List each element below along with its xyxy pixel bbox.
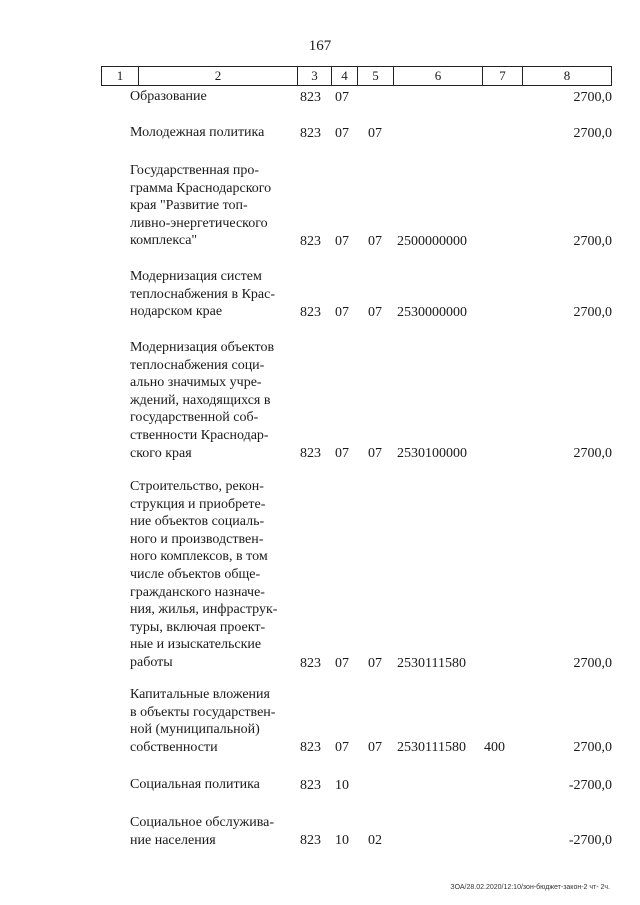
row-c6: 2530000000	[397, 305, 467, 320]
row-c6: 2530100000	[397, 446, 467, 461]
header-col-7: 7	[482, 67, 522, 85]
row-c3: 823	[300, 740, 321, 755]
row-c8: 2700,0	[573, 446, 612, 461]
row-name: Образование	[130, 89, 207, 104]
row-c5: 07	[368, 656, 382, 671]
row-c3: 823	[300, 90, 321, 105]
row-c5: 07	[368, 234, 382, 249]
row-c4: 07	[335, 90, 349, 105]
table-row	[0, 88, 640, 106]
table-row	[0, 124, 640, 142]
row-name: Модернизация объектов теплоснабжения соци- ально значимых учре- ждений, находящихся в государственной соб- ственности Краснодар- ского края	[130, 340, 275, 461]
row-name: Социальная политика	[130, 777, 260, 792]
row-c8: 2700,0	[573, 305, 612, 320]
row-c8: 2700,0	[573, 126, 612, 141]
row-c7: 400	[484, 740, 505, 755]
row-c3: 823	[300, 778, 321, 793]
row-c5: 07	[368, 126, 382, 141]
header-col-4: 4	[331, 67, 357, 85]
table-row	[0, 162, 640, 250]
table-row	[0, 339, 640, 462]
row-c3: 823	[300, 305, 321, 320]
row-c6: 2500000000	[397, 234, 467, 249]
row-c3: 823	[300, 833, 321, 848]
header-col-3: 3	[297, 67, 331, 85]
row-c4: 07	[335, 740, 349, 755]
row-name: Строительство, рекон- струкция и приобрете- ние объектов социаль- ного и производствен- ного комплексов, в том числе объектов обще- гражданского назначе- ния, жилья, инфраструк- туры, включая проект- ные и изыскательские работы	[130, 479, 278, 670]
table-row	[0, 268, 640, 321]
row-c8: -2700,0	[568, 778, 612, 793]
row-c3: 823	[300, 446, 321, 461]
row-c5: 07	[368, 305, 382, 320]
page-number: 167	[308, 38, 332, 54]
row-c4: 10	[335, 778, 349, 793]
row-name: Модернизация систем теплоснабжения в Крас- нодарском крае	[130, 269, 276, 320]
row-c4: 07	[335, 234, 349, 249]
row-c8: 2700,0	[573, 90, 612, 105]
row-name: Социальное обслужива- ние населения	[130, 815, 275, 848]
row-c6: 2530111580	[397, 656, 466, 671]
row-c3: 823	[300, 656, 321, 671]
row-c3: 823	[300, 126, 321, 141]
footer-note: ЗОА/28.02.2020/12:10/зон-бюджет-закон-2 чт- 2ч.	[450, 884, 610, 891]
row-c4: 07	[335, 305, 349, 320]
row-c3: 823	[300, 234, 321, 249]
header-col-5: 5	[357, 67, 393, 85]
row-c6: 2530111580	[397, 740, 466, 755]
table-row	[0, 478, 640, 672]
row-c5: 02	[368, 833, 382, 848]
header-col-2: 2	[138, 67, 297, 85]
header-col-1: 1	[116, 68, 124, 83]
row-name: Капитальные вложения в объекты государствен- ной (муниципальной) собственности	[130, 687, 276, 755]
row-name: Государственная про- грамма Краснодарского края "Развитие топ- ливно-энергетического комплекса"	[130, 163, 272, 249]
row-c4: 07	[335, 656, 349, 671]
header-col-8: 8	[522, 67, 611, 85]
row-c4: 07	[335, 126, 349, 141]
table-row	[0, 814, 640, 849]
row-c5: 07	[368, 740, 382, 755]
table-header	[101, 66, 612, 86]
row-c8: -2700,0	[568, 833, 612, 848]
table-row	[0, 776, 640, 794]
header-col-6: 6	[393, 67, 482, 85]
row-c8: 2700,0	[573, 740, 612, 755]
row-c4: 10	[335, 833, 349, 848]
row-c4: 07	[335, 446, 349, 461]
table-row	[0, 686, 640, 756]
row-c5: 07	[368, 446, 382, 461]
row-c8: 2700,0	[573, 656, 612, 671]
row-c8: 2700,0	[573, 234, 612, 249]
row-name: Молодежная политика	[130, 125, 265, 140]
